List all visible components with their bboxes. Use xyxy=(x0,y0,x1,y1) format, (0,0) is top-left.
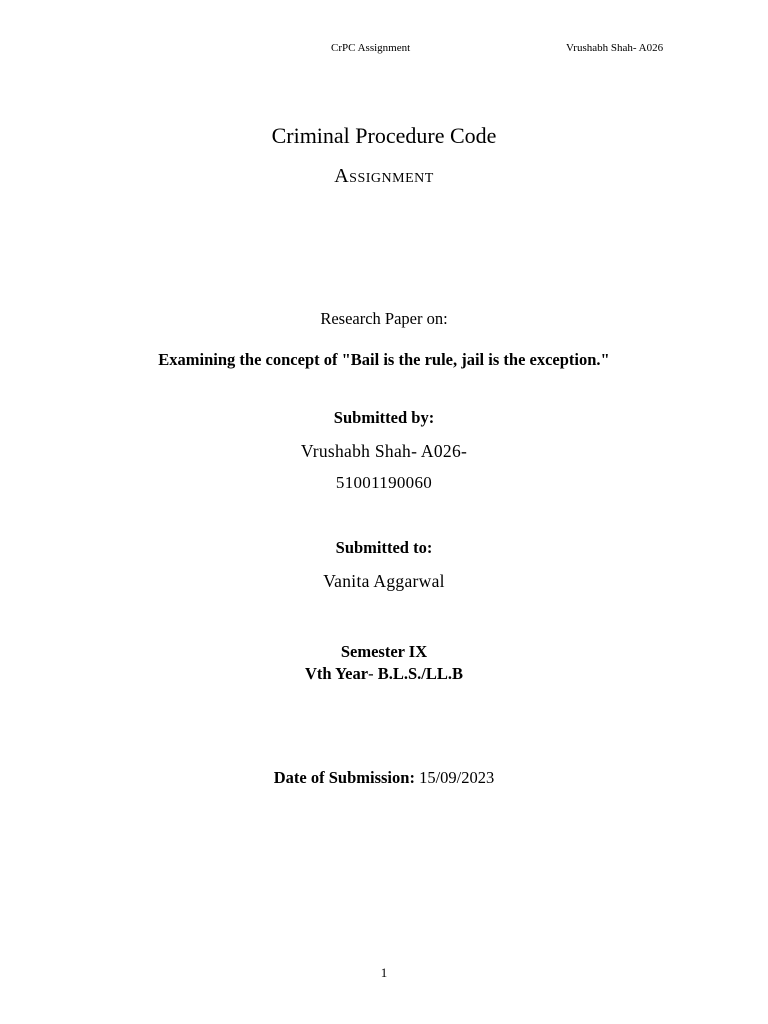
research-topic: Examining the concept of "Bail is the rule, jail is the exception." xyxy=(158,350,610,369)
submitted-to-label: Submitted to: xyxy=(335,538,433,557)
semester-line: Semester IX xyxy=(340,642,428,661)
date-label: Date of Submission: xyxy=(273,768,415,787)
submitted-by-label: Submitted by: xyxy=(333,408,435,427)
student-name-line: Vrushabh Shah- A026- xyxy=(300,441,468,461)
research-label: Research Paper on: xyxy=(320,309,448,328)
year-course-line xyxy=(0,664,768,684)
page-number: 1 xyxy=(380,965,388,980)
document-subtitle: Assignment xyxy=(334,165,434,187)
faculty-name: Vanita Aggarwal xyxy=(323,571,445,591)
year-dash: - xyxy=(368,664,374,683)
document-title: Criminal Procedure Code xyxy=(271,123,497,148)
date-value: 15/09/2023 xyxy=(414,768,495,787)
header-right-text: Vrushabh Shah- A026 xyxy=(566,42,664,54)
year-prefix: Vth Year xyxy=(304,664,369,683)
student-id-line: 51001190060 xyxy=(335,473,433,492)
submission-date-line xyxy=(0,768,768,788)
year-course: B.L.S./LL.B xyxy=(373,664,463,683)
header-left-text: CrPC Assignment xyxy=(331,42,411,54)
